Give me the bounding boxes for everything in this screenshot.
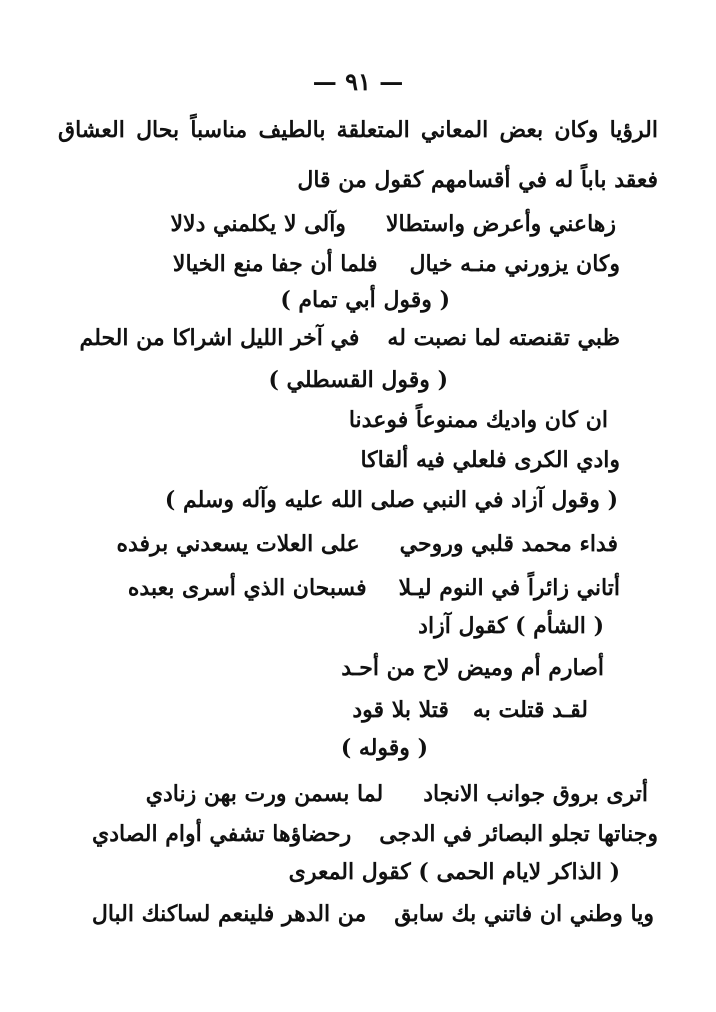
page-number: — ٩١ — bbox=[312, 67, 404, 96]
poet-attribution: ( وقوله ) bbox=[340, 735, 428, 761]
verse-line bbox=[173, 248, 620, 280]
hemistich-first: زهاعني وأعرض واستطالا bbox=[385, 211, 616, 237]
verse-line bbox=[146, 778, 648, 810]
verse-line bbox=[80, 322, 620, 354]
verse-line bbox=[116, 528, 618, 560]
text-line: الرؤيا وكان بعض المعاني المتعلقة بالطيف مناسباً بحال العشاق bbox=[58, 117, 658, 143]
hemistich-first: أتاني زائراً في النوم ليـلا bbox=[398, 575, 620, 601]
hemistich-second: فسبحان الذي أسرى بعبده bbox=[127, 575, 367, 601]
hemistich-first: لقـد قتلت به bbox=[472, 697, 588, 723]
hemistich-second: وآلى لا يكلمني دلالا bbox=[170, 211, 346, 237]
hemistich-first: وجناتها تجلو البصائر في الدجى bbox=[379, 821, 658, 847]
hemistich-first: فداء محمد قلبي وروحي bbox=[399, 531, 618, 557]
verse-line bbox=[128, 572, 620, 604]
hemistich-first: ظبي تقنصته لما نصبت له bbox=[387, 325, 620, 351]
hemistich-second: على العلات يسعدني برفده bbox=[116, 531, 360, 557]
text-line: ( الذاكر لايام الحمى ) كقول المعرى bbox=[288, 859, 620, 885]
verse-line: ان كان واديك ممنوعاً فوعدنا bbox=[348, 407, 608, 433]
poet-attribution: ( وقول القسطلي ) bbox=[268, 367, 448, 393]
text-line: ( الشأم ) كقول آزاد bbox=[418, 613, 604, 639]
verse-line bbox=[352, 694, 588, 726]
verse-line bbox=[92, 898, 654, 930]
text-line: فعقد باباً له في أقسامهم كقول من قال bbox=[297, 167, 658, 193]
poet-attribution: ( وقول آزاد في النبي صلى الله عليه وآله وسلم ) bbox=[164, 487, 618, 513]
hemistich-second: فلما أن جفا منع الخيالا bbox=[172, 251, 378, 277]
hemistich-second: قتلا بلا قود bbox=[352, 697, 449, 723]
hemistich-second: لما بسمن ورت بهن زنادي bbox=[145, 781, 384, 807]
hemistich-second: من الدهر فلينعم لساكنك البال bbox=[91, 901, 367, 927]
poet-attribution: ( وقول أبي تمام ) bbox=[280, 287, 450, 313]
hemistich-second: في آخر الليل اشراكا من الحلم bbox=[79, 325, 360, 351]
verse-line bbox=[92, 818, 658, 850]
hemistich-first: أترى بروق جوانب الانجاد bbox=[423, 781, 648, 807]
verse-line: أصارم أم وميض لاح من أحـد bbox=[341, 655, 604, 681]
hemistich-first: وكان يزورني منـه خيال bbox=[409, 251, 620, 277]
hemistich-first: ويا وطني ان فاتني بك سابق bbox=[394, 901, 654, 927]
verse-line: وادي الكرى فلعلي فيه ألقاكا bbox=[360, 447, 620, 473]
hemistich-second: رحضاؤها تشفي أوام الصادي bbox=[91, 821, 352, 847]
verse-line bbox=[170, 208, 616, 240]
